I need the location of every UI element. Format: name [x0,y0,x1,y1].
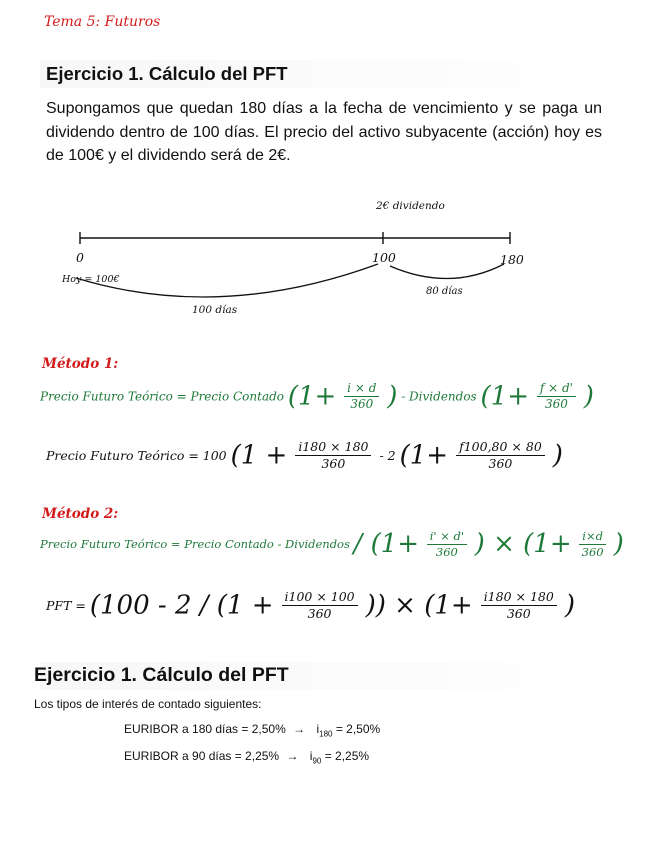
m1g-close: ) [387,381,398,412]
m1g-close2: ) [583,381,594,412]
m1n-frac2-num: f100,80 × 80 [456,440,545,456]
dividend-label: 2€ dividendo [376,200,445,212]
metodo2-general-formula [40,530,624,558]
m1n-open2: (1+ [399,440,449,471]
m1n-frac1 [295,440,371,471]
m2g-lhs: Precio Futuro Teórico = Precio Contado - Dividendos [40,537,350,552]
m1n-frac2-den: 360 [488,455,513,471]
m1g-lhs: Precio Futuro Teórico = Precio Contado [40,389,285,404]
arrow-2: → [286,749,299,763]
span-long-label: 100 días [192,304,238,316]
m1g-frac1 [344,382,379,411]
timeline-svg [50,192,540,322]
m2n-start: (100 - 2 / (1 + [89,590,274,621]
m1g-open: (1+ [287,381,337,412]
m1g-frac2-num: f × d' [537,382,576,397]
timeline [50,192,540,322]
m1g-frac2 [537,382,576,411]
arrow-1: → [293,722,306,736]
m1n-minus: - 2 [379,447,396,463]
m2g-mid: ) × (1+ [474,529,572,560]
m2n-mid: )) × (1+ [365,590,473,621]
m1g-minus: - Dividendos [401,389,477,404]
ej1-paragraph: Supongamos que quedan 180 días a la fecha de vencimiento y se paga un dividendo dentro de 100 días. El precio del activo subyacente (acción) hoy es de 100€ y el dividendo será de 2€. [46,100,602,164]
i180-sub: 180 [319,729,333,739]
ej2-title: Ejercicio 1. Cálculo del PFT [34,664,289,686]
m2g-slash: / (1+ [353,529,420,560]
span-short-label: 80 días [426,286,463,297]
euribor-180-text: EURIBOR a 180 días = 2,50% [124,722,286,736]
i90-value: = 2,25% [321,749,370,763]
m1n-frac1-num: i180 × 180 [295,440,371,456]
hoy-label: Hoy = 100€ [62,274,120,285]
m2n-lhs: PFT = [46,597,86,613]
i90-symbol: i [309,749,313,763]
m2g-frac1 [427,530,467,558]
tick-start-label: 0 [76,250,84,265]
m2n-frac1 [282,590,358,621]
m2n-frac2-den: 360 [506,605,531,621]
m2g-frac2-den: 360 [581,544,604,559]
m2g-frac2-num: i×d [579,530,606,545]
i90-sub: 90 [312,756,322,766]
m2n-frac2 [481,590,557,621]
euribor-90-line [124,749,369,765]
m1n-close: ) [552,440,563,471]
m2n-close: ) [564,590,575,621]
m1n-frac2 [456,440,545,471]
m1g-open2: (1+ [480,381,530,412]
m1g-frac1-den: 360 [350,397,374,412]
m2n-frac1-den: 360 [307,605,332,621]
metodo2-label: Método 2: [42,506,119,522]
metodo1-numeric-formula [46,440,563,471]
i180-symbol: i [316,722,320,736]
m2g-close: ) [613,529,624,560]
euribor-180-line [124,722,380,738]
ej2-intro: Los tipos de interés de contado siguientes: [34,697,262,711]
m2g-frac1-num: i' × d' [427,530,467,545]
metodo2-numeric-formula [46,590,575,621]
ej1-title: Ejercicio 1. Cálculo del PFT [46,63,288,84]
m1g-frac2-den: 360 [544,397,568,412]
euribor-90-text: EURIBOR a 90 días = 2,25% [124,749,280,763]
tema-label: Tema 5: Futuros [44,14,161,30]
m1g-frac1-num: i × d [344,382,379,397]
metodo1-label: Método 1: [42,356,119,372]
m2n-frac2-num: i180 × 180 [481,590,557,606]
m2g-frac2 [579,530,606,558]
tick-end-label: 180 [500,252,524,267]
i180-value: = 2,50% [332,722,381,736]
tick-mid-label: 100 [372,250,396,265]
m1n-frac1-den: 360 [321,455,346,471]
m2g-frac1-den: 360 [435,544,458,559]
m1n-open: (1 + [230,440,288,471]
m1n-lhs: Precio Futuro Teórico = 100 [46,447,227,463]
metodo1-general-formula [40,382,594,411]
m2n-frac1-num: i100 × 100 [282,590,358,606]
